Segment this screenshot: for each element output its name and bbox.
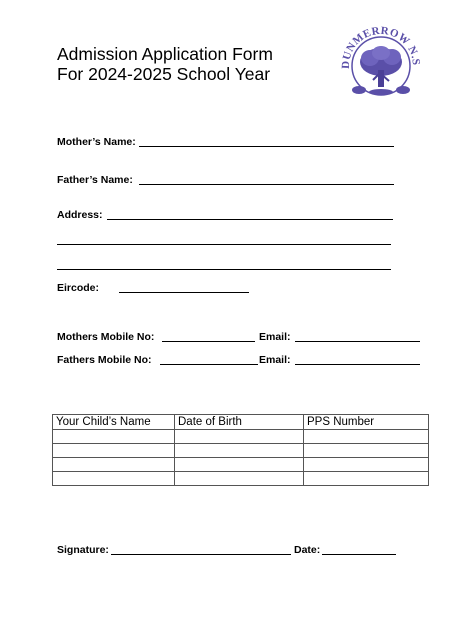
date-line[interactable] — [322, 554, 396, 555]
eircode-label: Eircode: — [57, 282, 100, 294]
father-name-line[interactable] — [139, 184, 394, 185]
table-row — [53, 444, 429, 458]
mothers-email-line[interactable] — [295, 341, 420, 342]
eircode-line[interactable] — [119, 292, 249, 293]
pps-number-cell[interactable] — [304, 458, 429, 472]
col-header-child-name: Your Child’s Name — [53, 415, 175, 430]
title-line-1: Admission Application Form — [57, 44, 273, 64]
fathers-email-label: Email: — [259, 354, 291, 366]
address-line-1[interactable] — [107, 219, 393, 220]
fathers-mobile-line[interactable] — [160, 364, 258, 365]
table-row — [53, 472, 429, 486]
date-label: Date: — [294, 544, 321, 556]
school-crest-icon — [337, 20, 425, 102]
signature-line[interactable] — [111, 554, 291, 555]
col-header-date-of-birth: Date of Birth — [175, 415, 304, 430]
date-of-birth-cell[interactable] — [175, 472, 304, 486]
fathers-email-line[interactable] — [295, 364, 420, 365]
address-line-3[interactable] — [57, 269, 391, 270]
fathers-mobile-label: Fathers Mobile No: — [57, 354, 152, 366]
pps-number-cell[interactable] — [304, 444, 429, 458]
father-name-label: Father’s Name: — [57, 174, 133, 186]
date-of-birth-cell[interactable] — [175, 458, 304, 472]
mothers-mobile-label: Mothers Mobile No: — [57, 331, 155, 343]
address-line-2[interactable] — [57, 244, 391, 245]
page-title — [57, 44, 273, 84]
title-line-2: For 2024-2025 School Year — [57, 64, 271, 84]
school-logo — [337, 20, 425, 102]
svg-text:DUNMERROW N.S.: DUNMERROW N.S — [339, 24, 423, 70]
child-name-cell[interactable] — [53, 458, 175, 472]
mothers-email-label: Email: — [259, 331, 291, 343]
mother-name-line[interactable] — [139, 146, 394, 147]
child-name-cell[interactable] — [53, 430, 175, 444]
child-name-cell[interactable] — [53, 444, 175, 458]
mothers-mobile-line[interactable] — [162, 341, 255, 342]
table-header-row — [53, 415, 429, 430]
date-of-birth-cell[interactable] — [175, 430, 304, 444]
col-header-pps-number: PPS Number — [304, 415, 429, 430]
child-details-table — [52, 414, 429, 486]
address-label: Address: — [57, 209, 103, 221]
pps-number-cell[interactable] — [304, 430, 429, 444]
signature-label: Signature: — [57, 544, 109, 556]
child-name-cell[interactable] — [53, 472, 175, 486]
mother-name-label: Mother’s Name: — [57, 136, 136, 148]
pps-number-cell[interactable] — [304, 472, 429, 486]
date-of-birth-cell[interactable] — [175, 444, 304, 458]
table-row — [53, 458, 429, 472]
table-row — [53, 430, 429, 444]
